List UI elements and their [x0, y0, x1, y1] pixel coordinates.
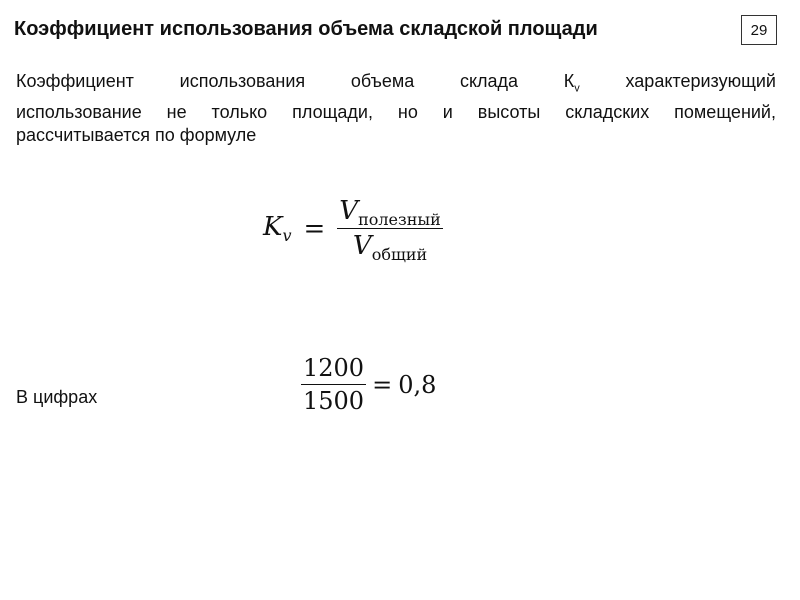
numeric-denominator: 1500 — [303, 387, 365, 415]
page-number-badge: 29 — [741, 15, 777, 45]
numbers-label: В цифрах — [16, 387, 98, 407]
formula-lhs-subscript: v — [282, 226, 292, 246]
paragraph-line-2: использование не только площади, но и высоты складских помещений, — [16, 101, 776, 122]
formula-fraction — [337, 196, 443, 264]
numeric-numerator: 1200 — [303, 354, 365, 382]
paragraph-line-3: рассчитывается по формуле — [16, 124, 257, 145]
description-paragraph — [16, 70, 776, 147]
formula-numerator — [337, 196, 443, 229]
numeric-calculation — [301, 354, 436, 415]
kv-formula — [263, 196, 443, 264]
paragraph-line-1-tail: характеризующий — [579, 71, 776, 91]
denominator-subscript: общий — [371, 245, 428, 264]
formula-denominator — [351, 231, 429, 264]
numeric-equals-sign: = — [372, 370, 393, 399]
formula-equals-sign: = — [303, 213, 326, 244]
denominator-variable: V — [352, 231, 372, 261]
kv-subscript: v — [574, 82, 580, 95]
formula-lhs-variable: K — [263, 211, 283, 242]
numeric-fraction-bar — [301, 384, 366, 385]
numerator-subscript: полезный — [358, 210, 441, 229]
numeric-result: 0,8 — [398, 370, 437, 399]
paragraph-line-1-text: Коэффициент использования объема склада К — [16, 71, 575, 91]
paragraph-line-1 — [16, 70, 776, 101]
numerator-variable: V — [339, 196, 359, 226]
slide-title: Коэффициент использования объема складской площади — [14, 18, 598, 40]
formula-lhs — [263, 212, 291, 245]
numeric-fraction — [301, 354, 366, 415]
